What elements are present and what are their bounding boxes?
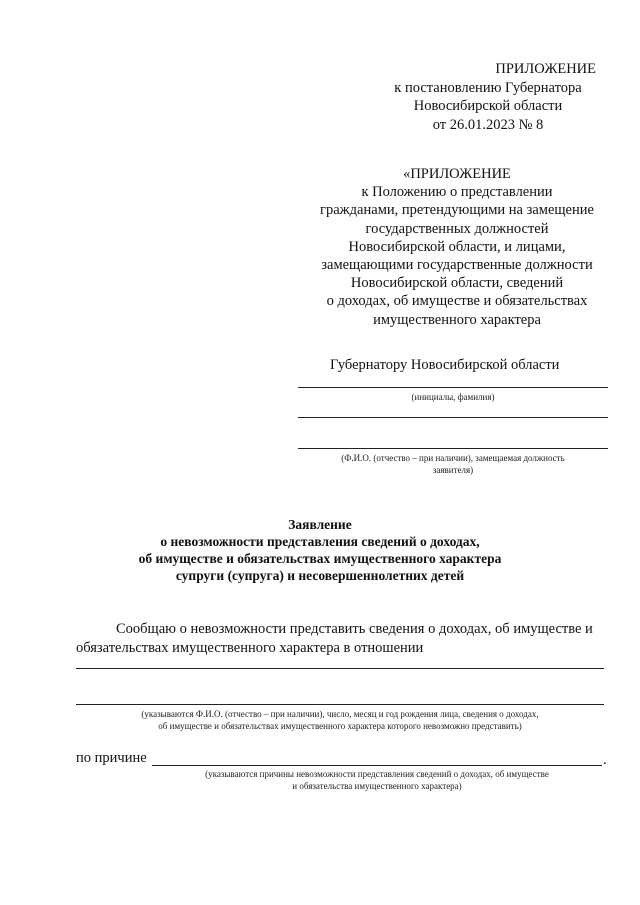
regulation-appendix-line: к Положению о представлении [361, 184, 553, 201]
initials-caption: (инициалы, фамилия) [411, 392, 495, 402]
addressee-governor: Губернатору Новосибирской области [330, 357, 560, 373]
body-line-1: Сообщаю о невозможности представить сведения о доходах, об имуществе и [116, 621, 593, 637]
reason-label: по причине [76, 750, 147, 766]
reason-caption-line2: и обязательства имущественного характера) [292, 781, 462, 791]
regulation-appendix-line: гражданами, претендующими на замещение [320, 202, 594, 219]
appendix-title: ПРИЛОЖЕНИЕ [495, 61, 596, 77]
person-caption-line2: об имуществе и обязательствах имущественного характера которого невозможно представить) [158, 721, 522, 731]
appendix-line: к постановлению Губернатора [394, 79, 582, 96]
statement-subject-line: о невозможности представления сведений о доходах, [160, 534, 480, 549]
statement-body [76, 620, 616, 657]
person-caption-line1: (указываются Ф.И.О. (отчество – при наличии), число, месяц и год рождения лица, сведения о доходах, [141, 709, 539, 719]
reason-caption-line1: (указываются причины невозможности представления сведений о доходах, об имуществе [205, 769, 549, 779]
person-fill-line-1[interactable] [76, 668, 604, 669]
applicant-fill-line-2[interactable] [298, 448, 608, 449]
regulation-appendix-line: имущественного характера [373, 311, 541, 328]
statement-title [100, 516, 540, 584]
regulation-appendix-line: замещающими государственные должности [321, 257, 593, 274]
statement-heading: Заявление [288, 517, 352, 532]
reason-fill-line[interactable] [152, 765, 602, 766]
appendix-date-number: от 26.01.2023 № 8 [432, 116, 544, 133]
statement-subject-line: супруги (супруга) и несовершеннолетних детей [175, 568, 465, 583]
reason-end-dot: . [603, 752, 607, 768]
applicant-fill-line-1[interactable] [298, 417, 608, 418]
regulation-appendix-line: государственных должностей [365, 220, 549, 237]
regulation-appendix-line: Новосибирской области, и лицами, [348, 238, 566, 255]
regulation-appendix-line: Новосибирской области, сведений [350, 275, 564, 292]
body-line-2: обязательствах имущественного характера в отношении [76, 639, 424, 656]
regulation-appendix-title: «ПРИЛОЖЕНИЕ [403, 166, 511, 182]
person-fill-line-2[interactable] [76, 704, 604, 705]
applicant-caption-line2: заявителя) [432, 465, 474, 475]
regulation-appendix-header [312, 165, 602, 329]
appendix-line: Новосибирской области [413, 98, 563, 114]
statement-subject-line: об имуществе и обязательствах имущественного характера [138, 551, 502, 566]
initials-fill-line[interactable] [298, 387, 608, 388]
applicant-caption-line1: (Ф.И.О. (отчество – при наличии), замещаемая должность [341, 453, 565, 463]
appendix-header [380, 60, 596, 134]
regulation-appendix-line: о доходах, об имуществе и обязательствах [326, 293, 588, 310]
